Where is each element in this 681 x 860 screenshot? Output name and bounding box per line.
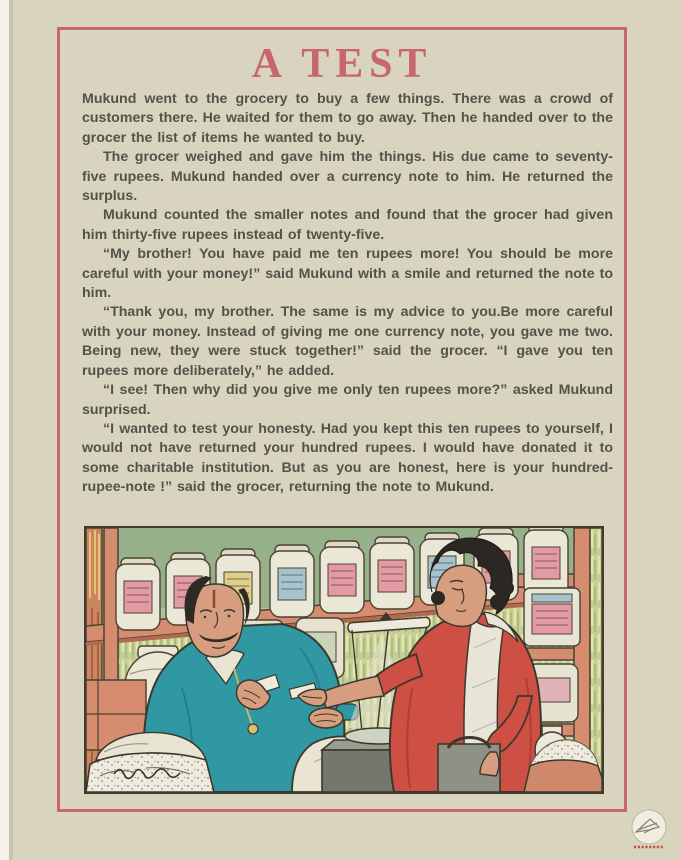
story-paragraph-3: Mukund counted the smaller notes and found that the grocer had given him thirty-five rupees instead of twenty-five. (82, 207, 613, 243)
page-title: A TEST (251, 41, 433, 87)
story-paragraph-6: “I see! Then why did you give me only ten rupees more?” asked Mukund surprised. (82, 382, 613, 418)
page-border-frame (57, 27, 627, 812)
story-illustration (84, 526, 604, 794)
story-text (82, 90, 613, 498)
watermark-stamp (624, 806, 674, 856)
scan-edge (0, 0, 9, 860)
story-paragraph-5: “Thank you, my brother. The same is my advice to you.Be more careful with your money. Instead of giving me one currency note, you gave me two. Being new, they were stuck together!” said the grocer. “I gave you ten rupees more deliberately,” he added. (82, 304, 613, 379)
story-paragraph-4: “My brother! You have paid me ten rupees more! You should be more careful with your money!” said Mukund with a smile and returned the note to him. (82, 246, 613, 302)
scan-shadow (9, 0, 13, 860)
story-paragraph-2: The grocer weighed and gave him the things. His due came to seventy-five rupees. Mukund handed over a currency note to him. He returned the surplus. (82, 149, 613, 205)
story-paragraph-1: Mukund went to the grocery to buy a few things. There was a crowd of customers there. He waited for them to go away. Then he handed over to the grocer the list of items he wanted to buy. (82, 91, 613, 146)
story-paragraph-7: “I wanted to test your honesty. Had you kept this ten rupees to yourself, I would not have returned your hundred rupees. I would have donated it to some charitable institution. But as you are honest, here is your hundred-rupee-note !” said the grocer, returning the note to Mukund. (82, 420, 613, 496)
weighing-canister (438, 738, 500, 793)
